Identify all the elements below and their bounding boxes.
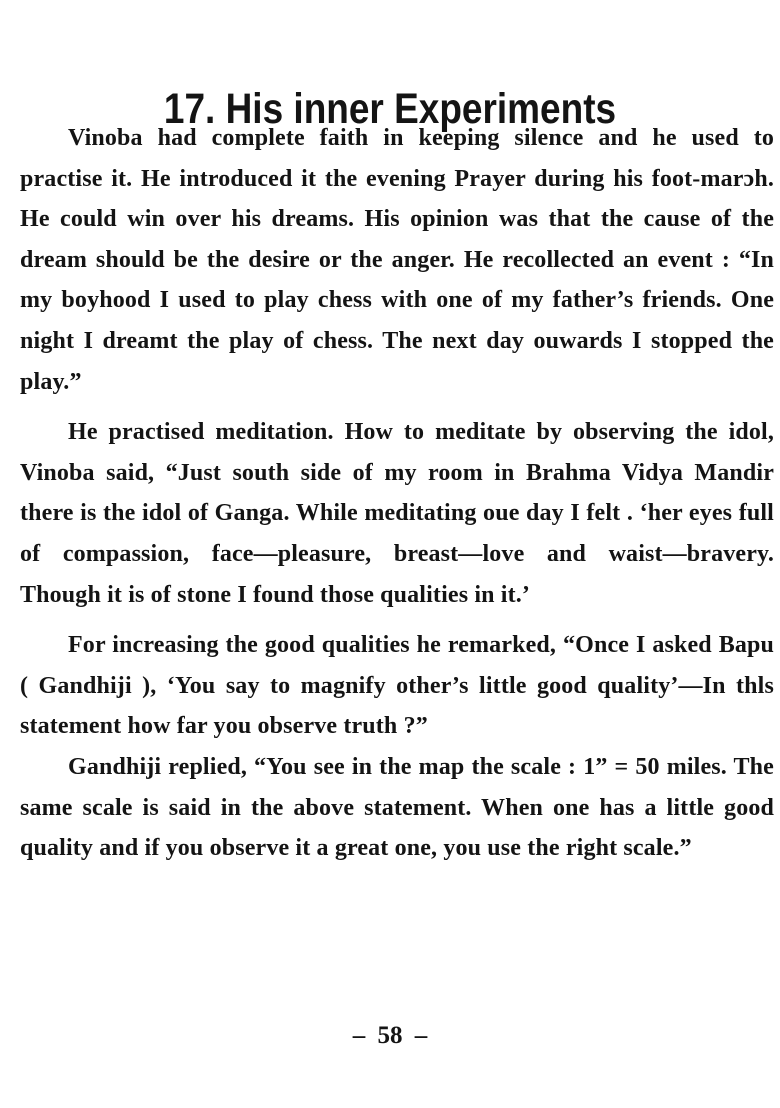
paragraph-silence-dreams: Vinoba had complete faith in keeping silence and he used to practise it. He introduced it the evening Prayer during his foot-marɔh. He could win over his dreams. His opinion was that the cause of the dream should be the desire or the anger. He recollected an event : “In my boyhood I used to play chess with one of my father’s friends. One night I dreamt the play of chess. The next day ouwards I stopped the play.” (20, 125, 774, 395)
paragraph-good-qualities: For increasing the good qualities he remarked, “Once I asked Bapu ( Gandhiji ), ‘You say to magnify other’s little good quality’—In thls statement how far you observe truth ?” (20, 632, 774, 740)
chapter-title: 17. His inner Experiments (163, 84, 617, 133)
paragraph-meditation: He practised meditation. How to meditate by observing the idol, Vinoba said, “Just south side of my room in Brahma Vidya Mandir there is the idol of Ganga. While meditating oue day I felt . ‘her eyes full of compassion, face—pleasure, breast—love and waist—bravery. Though it is of stone I found those qualities in it.’ (20, 419, 774, 608)
paragraph-gandhiji-reply: Gandhiji replied, “You see in the map the scale : 1” = 50 miles. The same scale is said in the above statement. When one has a little good quality and if you observe it a great one, you use the right scale.” (20, 753, 774, 862)
page-number: – 58 – (352, 1022, 428, 1049)
chapter-body (20, 118, 774, 869)
